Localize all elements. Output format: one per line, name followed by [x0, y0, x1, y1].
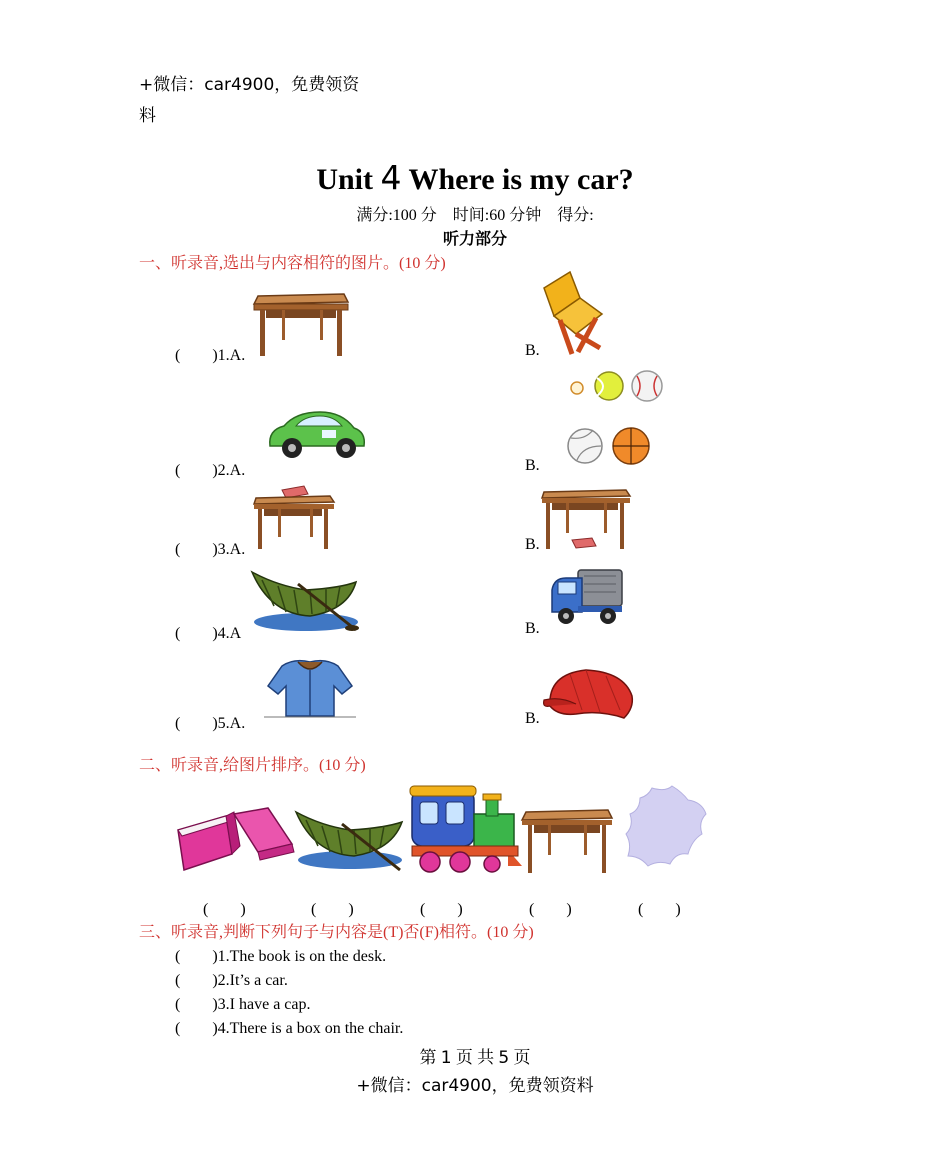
- tf-item-3: ( )3.I have a cap.: [175, 996, 311, 1013]
- chair-picture: [540, 268, 610, 358]
- total-pages: 5: [498, 1048, 510, 1068]
- listening-heading: 听力部分: [442, 231, 507, 248]
- book-on-desk-picture: [252, 484, 336, 552]
- map-picture: [622, 784, 710, 870]
- q3-label-a: ( )3.A.: [175, 541, 246, 558]
- section1-heading: 一、听录音,选出与内容相符的图片。(10 分): [139, 255, 446, 272]
- q3-label-b: B.: [525, 536, 540, 553]
- page-title: Unit 4 Where is my car?: [316, 158, 634, 197]
- promo-text-bottom: +微信：car4900，免费领资料: [356, 1076, 594, 1096]
- car-picture: [262, 408, 370, 464]
- order-blank-5[interactable]: ( ): [638, 901, 681, 918]
- jacket-picture: [264, 656, 356, 720]
- q1-label-a: ( )1.A.: [175, 347, 246, 364]
- order-blank-1[interactable]: ( ): [203, 901, 246, 918]
- tf-item-1: ( )1.The book is on the desk.: [175, 948, 387, 965]
- promo-text-top: [139, 70, 359, 126]
- order-blank-2[interactable]: ( ): [311, 901, 354, 918]
- q4-label-b: B.: [525, 620, 540, 637]
- boat-picture: [292, 808, 410, 874]
- book-under-desk-picture: [540, 486, 632, 552]
- desk-picture: [520, 808, 614, 876]
- q2-label-b: B.: [525, 457, 540, 474]
- order-blank-3[interactable]: ( ): [420, 901, 463, 918]
- balls-picture: [565, 368, 669, 468]
- q5-label-a: ( )5.A.: [175, 715, 246, 732]
- desk-picture: [252, 290, 350, 360]
- tf-item-4: ( )4.There is a box on the chair.: [175, 1020, 404, 1037]
- box-picture: [172, 806, 296, 872]
- section2-heading: 二、听录音,给图片排序。(10 分): [139, 757, 366, 774]
- section3-heading: 三、听录音,判断下列句子与内容是(T)否(F)相符。(10 分): [139, 924, 534, 941]
- promo-line-2: 料: [139, 106, 156, 126]
- unit-number: 4: [380, 158, 402, 197]
- tf-item-2: ( )2.It’s a car.: [175, 972, 288, 989]
- page-number: 第 1 页 共 5 页: [419, 1048, 531, 1068]
- q4-label-a: ( )4.A: [175, 625, 242, 642]
- q1-label-b: B.: [525, 342, 540, 359]
- order-blank-4[interactable]: ( ): [529, 901, 572, 918]
- promo-line-1: +微信：car4900，免费领资: [139, 75, 360, 95]
- current-page: 1: [440, 1048, 452, 1068]
- cap-picture: [540, 666, 636, 724]
- q2-label-a: ( )2.A.: [175, 462, 246, 479]
- q5-label-b: B.: [525, 710, 540, 727]
- exam-meta: 满分:100 分 时间:60 分钟 得分:: [356, 207, 594, 224]
- train-picture: [408, 784, 524, 876]
- boat-picture: [248, 566, 366, 636]
- truck-picture: [548, 566, 626, 628]
